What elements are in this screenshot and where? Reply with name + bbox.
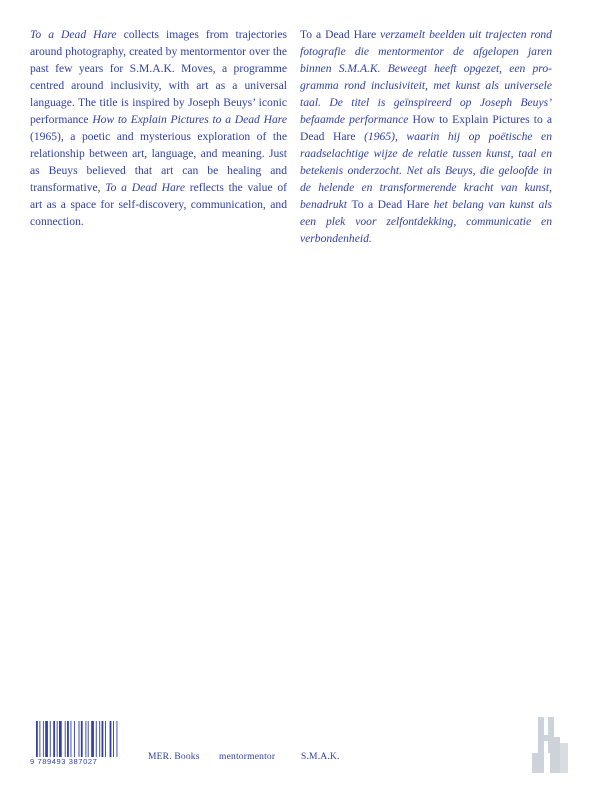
title-roman: To a Dead Hare: [351, 198, 430, 211]
english-description: [30, 26, 287, 230]
beuys-performance-title: How to Explain Pictures to a Dead Hare: [92, 113, 287, 126]
beuys-performance-title: How to Explain Pictures to a Dead Hare: [300, 113, 552, 143]
title-italic: To a Dead Hare: [105, 181, 185, 194]
isbn-barcode: [30, 721, 120, 769]
text-run: (1965), a poetic and mysterious exploration of the relationship between art, language, and meaning. Just as Beuys believed that art can be healing and transformative,: [30, 130, 287, 194]
text-run: collects images from trajectories around photography, created by mentormentor over the past few years for S.M.A.K. Moves, a programme centred around inclusivity, with art as a universal language. The title is inspired by Joseph Beuys’ iconic performance: [30, 28, 287, 126]
isbn-number: 9 789493 387027: [30, 757, 120, 766]
text-run: verzamelt beelden uit trajecten rond fotografie die mentormentor de afgelopen jaren binnen S.M.A.K. Beweegt heeft opgezet, een programma rond inclusiviteit, met kunst als universele taal. De titel is geïnspireerd op Joseph Beuys’ befaamde performance: [300, 28, 552, 126]
title-roman: To a Dead Hare: [300, 28, 377, 41]
barcode-icon: [30, 721, 120, 757]
text-run: het belang van kunst als een plek voor zelfontdekking, communicatie en verbondenheid.: [300, 198, 552, 245]
text-run: reflects the value of art as a space for self-discovery, communication, and connection.: [30, 181, 287, 228]
author-name: mentormentor: [219, 752, 276, 762]
text-run: (1965), waarin hij op poëtische en raadselachtige wijze de relatie tussen kunst, taal en betekenis onderzocht. Net als Beuys, die geloofde in de helende en transformerende kracht van kunst, benadrukt: [300, 130, 552, 211]
dutch-description: [300, 26, 552, 247]
publisher-logo-icon: [524, 713, 576, 777]
publisher-name: MER. Books: [148, 752, 200, 762]
title-italic: To a Dead Hare: [30, 28, 117, 41]
institution-name: S.M.A.K.: [301, 752, 340, 762]
